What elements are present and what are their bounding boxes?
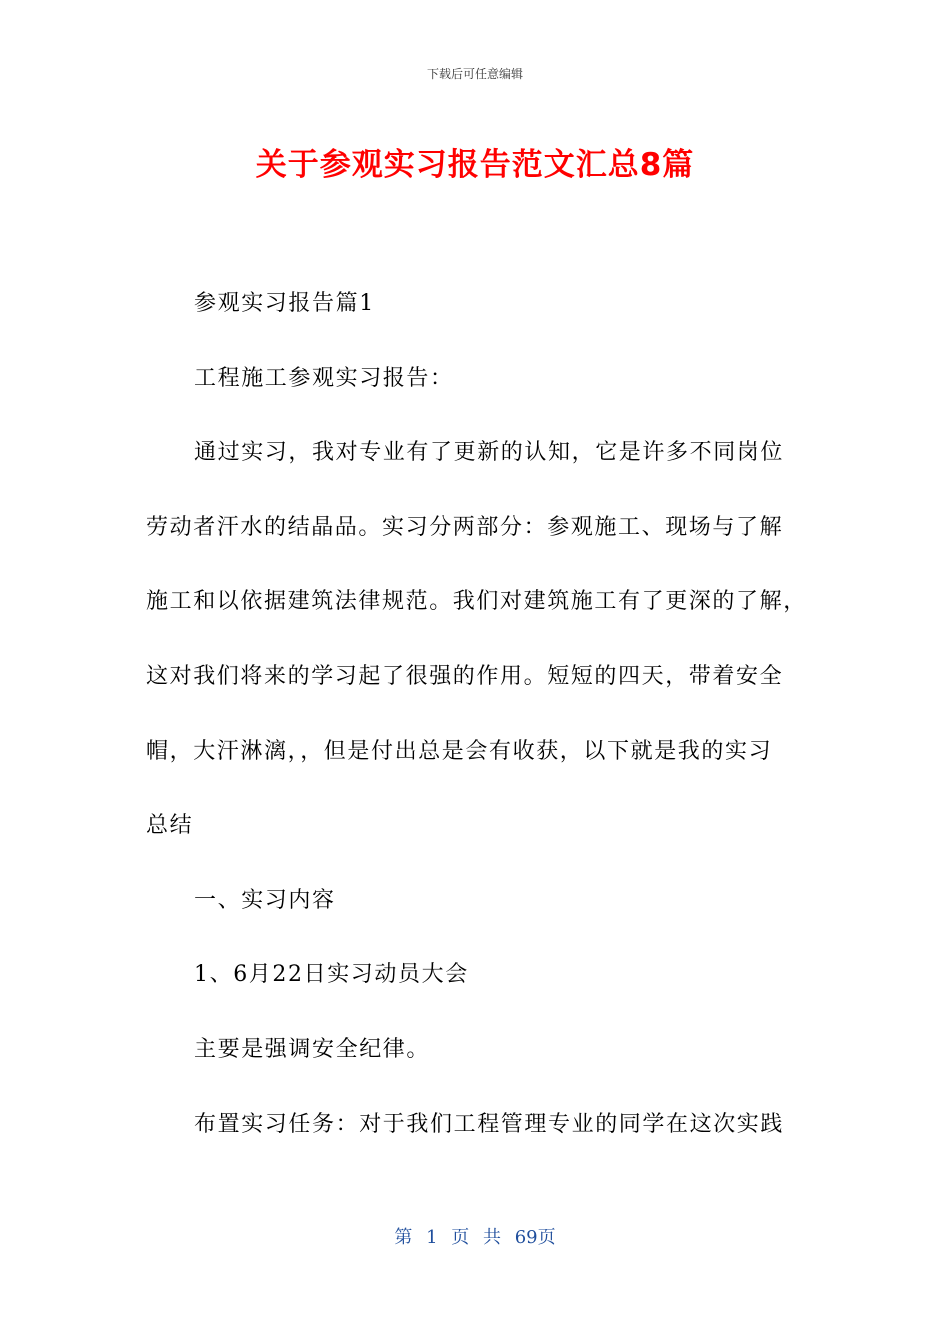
- page-number-footer: 第 1 页 共 69页: [394, 1227, 556, 1248]
- subsection-heading: 1、6月22日实习动员大会: [194, 962, 469, 988]
- paragraph-line: 帽，大汗淋漓，，但是付出总是会有收获，以下就是我的实习: [146, 738, 773, 764]
- document-body: [146, 267, 806, 1162]
- paragraph-line: 总结: [146, 813, 194, 839]
- paragraph-line: 主要是强调安全纪律。: [194, 1036, 431, 1062]
- paragraph-line: 劳动者汗水的结晶品。实习分两部分：参观施工、现场与了解: [146, 514, 784, 540]
- paragraph-line: 施工和以依据建筑法律规范。我们对建筑施工有了更深的了解，: [146, 589, 807, 615]
- section-heading: 一、实习内容: [194, 887, 336, 913]
- document-title: 关于参观实习报告范文汇总8篇: [255, 147, 695, 183]
- section-heading: 参观实习报告篇1: [194, 291, 375, 316]
- paragraph-line: 通过实习，我对专业有了更新的认知，它是许多不同岗位: [194, 440, 785, 466]
- paragraph-line: 这对我们将来的学习起了很强的作用。短短的四天，带着安全: [146, 663, 784, 689]
- page-header-note: 下载后可任意编辑: [426, 67, 523, 81]
- report-subtitle: 工程施工参观实习报告：: [194, 365, 454, 391]
- paragraph-line: 布置实习任务：对于我们工程管理专业的同学在这次实践: [194, 1111, 785, 1137]
